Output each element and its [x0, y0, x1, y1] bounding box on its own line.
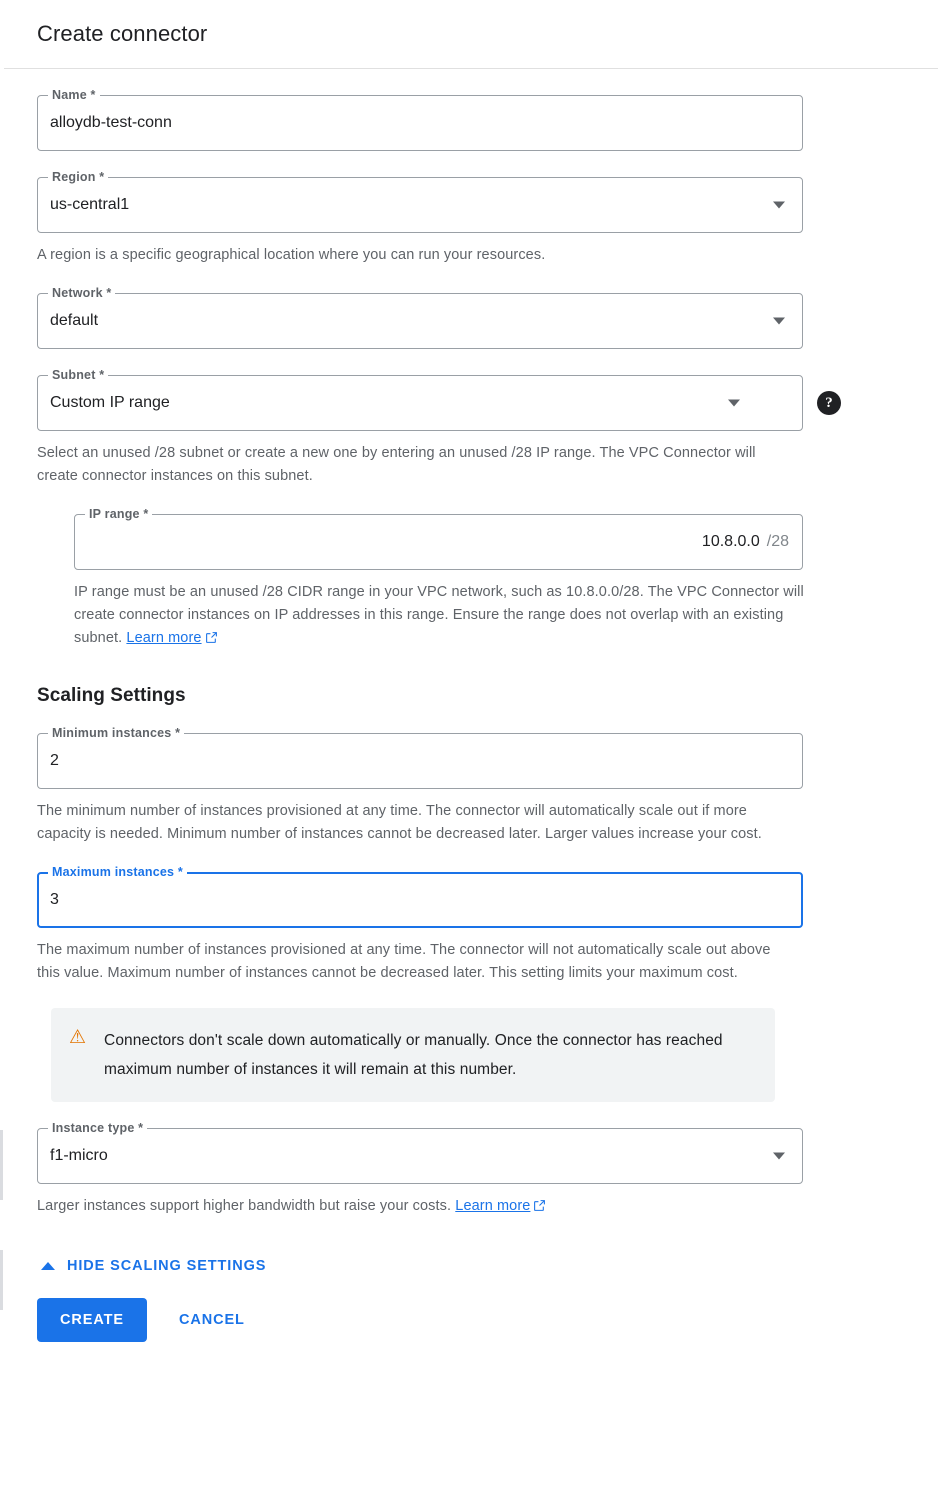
network-select-box [37, 293, 803, 349]
minimum-instances-box [37, 733, 803, 789]
ip-range-field-label: IP range * [85, 506, 152, 522]
subnet-select[interactable] [37, 368, 833, 431]
maximum-instances-field[interactable] [37, 865, 803, 928]
name-field[interactable] [37, 88, 803, 151]
maximum-instances-hint: The maximum number of instances provisioned at any time. The connector will not automatically scale out above this value. Maximum number of instances cannot be decreased later. This setting limits your maximum cost. [37, 942, 771, 981]
scaling-warning-callout [51, 1008, 775, 1102]
ip-range-learn-more-link[interactable]: Learn more [126, 630, 202, 646]
chevron-down-icon[interactable] [773, 202, 785, 209]
instance-type-value: f1-micro [50, 1147, 108, 1164]
network-select-value: default [50, 312, 99, 329]
form-actions [37, 1298, 901, 1342]
scaling-warning-text: Connectors don't scale down automatically or manually. Once the connector has reached maximum number of instances it will remain at this number. [104, 1032, 723, 1078]
chevron-down-icon[interactable] [773, 318, 785, 325]
region-select[interactable] [37, 170, 803, 233]
chevron-up-icon [41, 1262, 55, 1270]
region-select-box [37, 177, 803, 233]
minimum-instances-value: 2 [50, 752, 59, 769]
instance-type-hint-text: Larger instances support higher bandwidth but raise your costs. [37, 1198, 456, 1214]
instance-type-learn-more-link[interactable]: Learn more [455, 1198, 531, 1214]
region-hint: A region is a specific geographical location where you can run your resources. [37, 247, 546, 263]
instance-type-label: Instance type * [48, 1120, 147, 1136]
ip-range-field-value: 10.8.0.0 [701, 533, 760, 550]
left-rail [0, 0, 4, 1508]
maximum-instances-label: Maximum instances * [48, 864, 187, 880]
ip-range-field-box [74, 514, 803, 570]
rail-mark [0, 1130, 3, 1200]
ip-range-field[interactable] [74, 507, 803, 570]
create-button[interactable]: CREATE [37, 1298, 147, 1342]
dialog-header [0, 0, 938, 69]
warning-icon: ⚠ [69, 1027, 87, 1048]
scaling-settings-title: Scaling Settings [37, 685, 186, 706]
chevron-down-icon[interactable] [728, 400, 740, 407]
form-content [0, 88, 938, 1342]
name-field-value: alloydb-test-conn [50, 114, 172, 131]
page-title: Create connector [37, 21, 208, 46]
network-select-label: Network * [48, 285, 115, 301]
maximum-instances-value: 3 [50, 891, 59, 908]
cancel-button[interactable]: CANCEL [165, 1298, 259, 1342]
minimum-instances-label: Minimum instances * [48, 725, 184, 741]
rail-mark [0, 1250, 3, 1310]
ip-range-hint-text: IP range must be an unused /28 CIDR range in your VPC network, such as 10.8.0.0/28. The VPC Connector will create connector instances on IP addresses in this range. Ensure the range does not overlap with an existing subnet. [74, 584, 804, 646]
subnet-select-label: Subnet * [48, 367, 108, 383]
name-field-label: Name * [48, 87, 100, 103]
network-select[interactable] [37, 286, 803, 349]
instance-type-select[interactable] [37, 1121, 803, 1184]
hide-scaling-settings-toggle[interactable] [37, 1258, 901, 1274]
external-link-icon [205, 629, 218, 652]
help-icon[interactable]: ? [817, 391, 841, 415]
instance-type-box [37, 1128, 803, 1184]
region-select-label: Region * [48, 169, 108, 185]
ip-range-field-value-wrap [702, 514, 789, 570]
instance-type-hint [37, 1195, 797, 1220]
minimum-instances-hint: The minimum number of instances provisioned at any time. The connector will automatically scale out if more capacity is needed. Minimum number of instances cannot be decreased later. Larger values increase your cost. [37, 803, 762, 842]
subnet-hint: Select an unused /28 subnet or create a new one by entering an unused /28 IP range. The VPC Connector will create connector instances on this subnet. [37, 445, 756, 484]
hide-scaling-settings-label: HIDE SCALING SETTINGS [67, 1258, 267, 1274]
minimum-instances-field[interactable] [37, 726, 803, 789]
region-select-value: us-central1 [50, 196, 130, 213]
chevron-down-icon[interactable] [773, 1153, 785, 1160]
external-link-icon [533, 1197, 546, 1220]
ip-range-hint [74, 581, 809, 652]
subnet-select-value: Custom IP range [50, 394, 170, 411]
ip-range-suffix: /28 [766, 533, 789, 550]
maximum-instances-box [37, 872, 803, 928]
